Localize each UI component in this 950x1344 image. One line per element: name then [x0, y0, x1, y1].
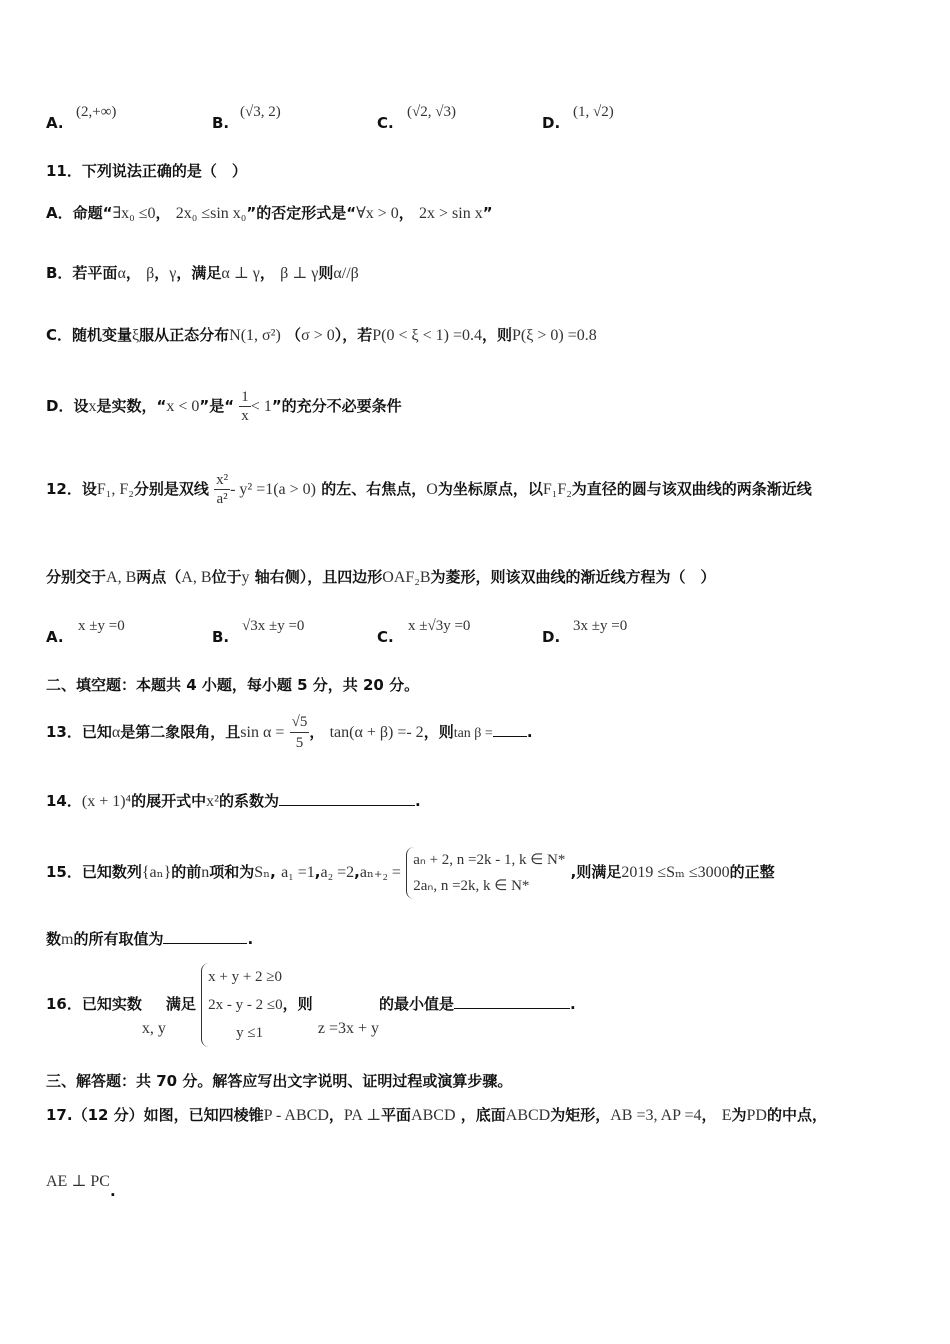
q10-option-a-math: (2,+∞) — [76, 104, 117, 120]
q11-option-a: A．命题“∃x₀ ≤0， 2x₀ ≤sin x₀”的否定形式是“∀x > 0， 2x > sin x” — [46, 204, 493, 222]
q13-fraction: $\frac{√5}{5}$ — [291, 714, 308, 751]
section-3-heading: 三、解答题：共 70 分。解答应写出文字说明、证明过程或演算步骤。 — [46, 1072, 513, 1090]
section-2-heading: 二、填空题：本题共 4 小题，每小题 5 分，共 20 分。 — [46, 676, 420, 694]
q12-line-1: 12．设F₁, F₂分别是双线 $\frac{\text{x²}}{\text{a²}}$ - y² =1(a > 0) 的左、右焦点，O为坐标原点，以F₁F₂为直径的圆与该双曲线的两条渐近线 — [46, 472, 812, 507]
q11-option-d: D．设x是实数，“x < 0”是“ $\frac{1}{x}$ < 1”的充分不必要条件 — [46, 389, 402, 424]
q15-answer-blank[interactable] — [163, 929, 247, 944]
q12-option-d-math: 3x ±y =0 — [573, 618, 628, 634]
q12-option-b-math: √3x ±y =0 — [242, 618, 305, 634]
q12-option-c-math: x ±√3y =0 — [408, 618, 471, 634]
q15-piecewise: aₙ + 2, n =2k - 1, k ∈ N* 2aₙ, n =2k, k ∈ N* — [406, 847, 565, 899]
q10-option-b: B. — [212, 114, 230, 132]
q11-d-fraction: $\frac{1}{x}$ — [241, 389, 249, 424]
q11-option-b: B．若平面α， β，γ，满足α ⊥ γ， β ⊥ γ则α//β — [46, 264, 359, 282]
q12-option-d: D. — [542, 628, 561, 646]
q15-line-2: 数m的所有取值为 . — [46, 930, 254, 948]
q10-option-a: A. — [46, 114, 64, 132]
q11-option-c: C．随机变量ξ服从正态分布N(1, σ²) （σ > 0），若P(0 < ξ < 1) =0.4，则P(ξ > 0) =0.8 — [46, 326, 597, 344]
q12-fraction: $\frac{\text{x²}}{\text{a²}}$ — [216, 472, 229, 507]
q12-option-a-math: x ±y =0 — [78, 618, 125, 634]
q12-option-b: B. — [212, 628, 230, 646]
q14: 14．(x + 1)⁴的展开式中x²的系数为 . — [46, 792, 421, 810]
q16-answer-blank[interactable] — [454, 994, 570, 1009]
q14-answer-blank[interactable] — [279, 791, 415, 806]
q13-answer-blank[interactable] — [493, 722, 527, 737]
q17-line-1: 17.（12 分）如图，已知四棱锥P - ABCD，PA ⊥平面ABCD ，底面ABCD为矩形，AB =3, AP =4， E为PD的中点， — [46, 1106, 827, 1124]
q10-option-d-math: (1, √2) — [573, 104, 614, 120]
q10-option-d: D. — [542, 114, 561, 132]
q12-option-c: C. — [377, 628, 394, 646]
q17-line-2: AE ⊥ PC. — [46, 1173, 116, 1200]
q15-line-1: 15．已知数列{aₙ}的前n项和为Sₙ, a₁ =1,a₂ =2,aₙ₊₂ = aₙ + 2, n =2k - 1, k ∈ N* 2aₙ, n =2k, k ∈ N* ,则满足2019 ≤Sₘ ≤3000的正整 — [46, 842, 775, 903]
q16: 16．已知实数x, y满足 x + y + 2 ≥0 2x - y - 2 ≤0 y ≤1 ，则 z =3x + y的最小值是 . — [46, 962, 576, 1071]
q16-constraints: x + y + 2 ≥0 2x - y - 2 ≤0 y ≤1 — [201, 963, 282, 1047]
q11-stem: 11．下列说法正确的是（ ） — [46, 162, 247, 180]
q10-option-c: C. — [377, 114, 394, 132]
q10-option-c-math: (√2, √3) — [407, 104, 456, 120]
q10-option-b-math: (√3, 2) — [240, 104, 281, 120]
q12-option-a: A. — [46, 628, 64, 646]
q13: 13．已知α是第二象限角，且sin α = $\frac{√5}{5}$ ， tan(α + β) =- 2，则tan β = . — [46, 714, 533, 751]
q12-line-2: 分别交于A, B两点（A, B位于y 轴右侧），且四边形OAF₂B为菱形，则该双曲线的渐近线方程为（ ） — [46, 568, 716, 586]
